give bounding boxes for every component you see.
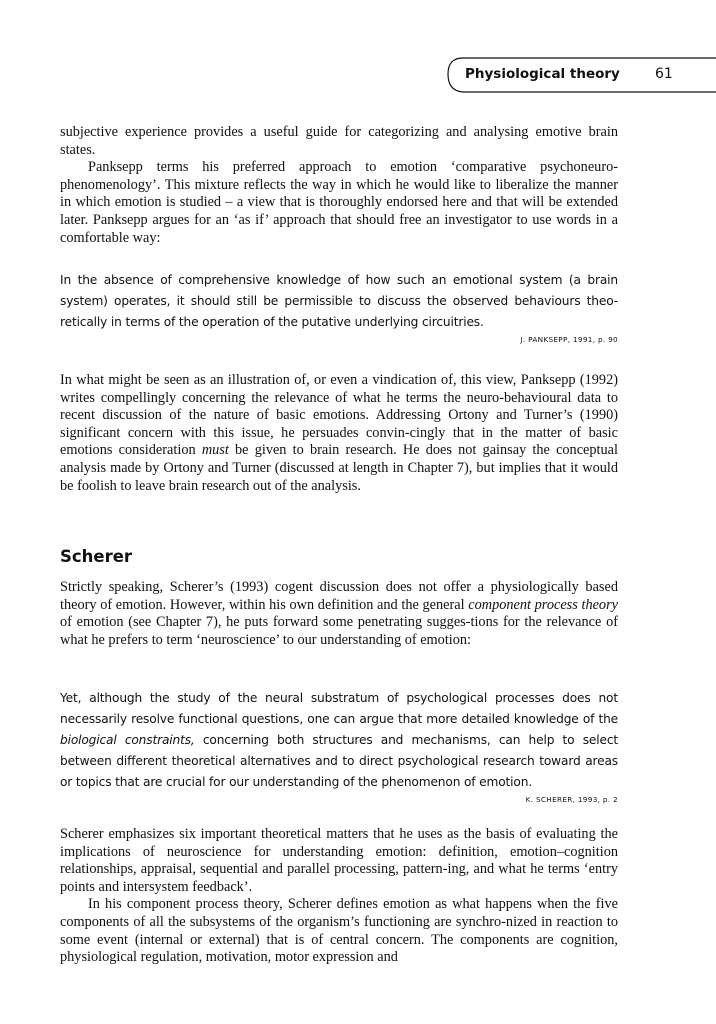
paragraph-text: Strictly speaking, Scherer’s (1993) cogent discussion does not offer a physiologically based theory of emotion. However, within his own definition and the general xyxy=(60,579,618,613)
quote-text-part: concerning both structures and mechanisms, can help to select between different theoretical alternatives and to direct psychological research toward areas or topics that are crucial for our understanding of the phenomenon of emotion. xyxy=(60,732,619,789)
body-text-block-1 xyxy=(60,124,618,247)
paragraph: In his component process theory, Scherer defines emotion as what happens when the five components of all the subsystems of the organism’s functioning are synchro-nized in reaction to some event (internal or external) that is of central concern. The components are cognition, physiological regulation, motivation, motor expression and xyxy=(60,896,618,966)
body-text-block-3 xyxy=(60,579,618,649)
quote-text: In the absence of comprehensive knowledge of how such an emotional system (a brain system) operates, it should still be permissible to discuss the observed behaviours theo-retically in terms of the operation of the putative underlying circuitries. xyxy=(60,273,618,329)
page-number: 61 xyxy=(655,66,673,82)
paragraph xyxy=(60,372,618,495)
running-title: Physiological theory xyxy=(465,66,620,82)
paragraph-text: In what might be seen as an illustration of, or even a vindication of, this view, Panksepp (1992) writes compellingly concerning the relevance of what he terms the neuro-behavioural data to recent discussion of the nature of basic emotions. Addressing Ortony and Turner’s (1990) significant concern with this issue, he persuades convin-cingly that in the matter of basic emotions consideration xyxy=(60,372,618,459)
emphasis-text: biological constraints, xyxy=(60,732,195,747)
quote-citation: K. SCHERER, 1993, p. 2 xyxy=(525,794,618,804)
quote-text xyxy=(60,688,618,793)
paragraph: subjective experience provides a useful guide for categorizing and analysing emotive brain states. xyxy=(60,124,618,158)
section-heading: Scherer xyxy=(60,547,133,566)
paragraph: Panksepp terms his preferred approach to emotion ‘comparative psychoneuro-phenomenology’. This mixture reflects the way in which he would like to liberalize the manner in which emotion is studied – a view that is thoroughly endorsed here and that will be extended later. Panksepp argues for an ‘as if’ approach that should free an investigator to use words in a comfortable way: xyxy=(60,159,618,246)
block-quote-scherer xyxy=(60,688,618,804)
body-text-block-2 xyxy=(60,372,618,495)
block-quote-panksepp xyxy=(60,270,618,344)
paragraph: Scherer emphasizes six important theoretical matters that he uses as the basis of evaluating the implications of neuroscience for understanding emotion: definition, emotion–cognition relationships, appraisal, sequential and parallel processing, pattern-ing, and what he terms ‘entry points and intersystem feedback’. xyxy=(60,826,618,895)
paragraph-text: be given to brain research. He does not gainsay the conceptual analysis made by Ortony and Turner (discussed at length in Chapter 7), but implies that it would be foolish to leave brain research out of the analysis. xyxy=(60,442,618,494)
paragraph-text: of emotion (see Chapter 7), he puts forward some penetrating sugges-tions for the relevance of what he prefers to term ‘neuroscience’ to our understanding of emotion: xyxy=(60,614,618,648)
emphasis-text: must xyxy=(201,442,229,459)
quote-citation: J. PANKSEPP, 1991, p. 90 xyxy=(520,334,618,344)
body-text-block-4 xyxy=(60,826,618,967)
quote-text-part: Yet, although the study of the neural substratum of psychological processes does not necessarily resolve functional questions, one can argue that more detailed knowledge of the xyxy=(60,691,618,726)
emphasis-text: component process theory xyxy=(468,596,618,613)
paragraph xyxy=(60,579,618,649)
